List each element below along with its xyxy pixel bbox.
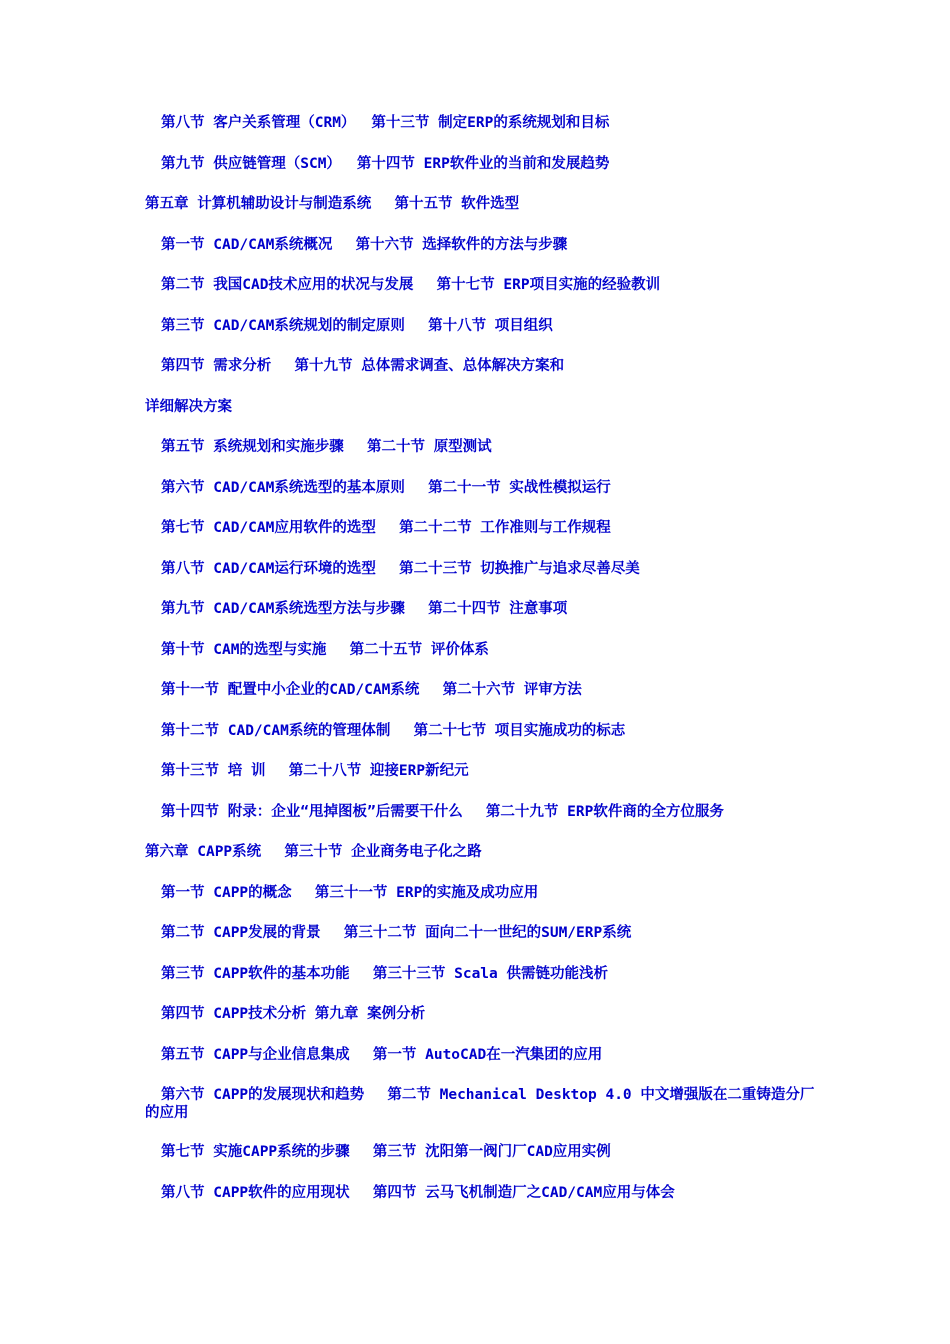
toc-line: 第八节 客户关系管理（CRM） 第十三节 制定ERP的系统规划和目标 xyxy=(161,115,610,131)
toc-line: 第五节 CAPP与企业信息集成 第一节 AutoCAD在一汽集团的应用 xyxy=(161,1046,603,1063)
toc-line: 第十四节 附录：企业“甩掉图板”后需要干什么 第二十九节 ERP软件商的全方位服务 xyxy=(161,803,724,820)
toc-line: 第四节 需求分析 第十九节 总体需求调查、总体解决方案和 xyxy=(161,358,565,374)
toc-line: 第八节 CAPP软件的应用现状 第四节 云马飞机制造厂之CAD/CAM应用与体会 xyxy=(161,1184,675,1201)
toc-line: 第七节 CAD/CAM应用软件的选型 第二十二节 工作准则与工作规程 xyxy=(161,520,611,536)
toc-line: 第二节 CAPP发展的背景 第三十二节 面向二十一世纪的SUM/ERP系统 xyxy=(161,925,632,941)
toc-line: 第八节 CAD/CAM运行环境的选型 第二十三节 切换推广与追求尽善尽美 xyxy=(161,560,640,577)
toc-line-wrapped: 第六节 CAPP的发展现状和趋势 第二节 Mechanical Desktop 4.0 中文增强版在二重铸造分厂的应用 xyxy=(145,1087,815,1121)
toc-line: 第三节 CAPP软件的基本功能 第三十三节 Scala 供需链功能浅析 xyxy=(161,965,608,982)
toc-line: 第九节 供应链管理（SCM） 第十四节 ERP软件业的当前和发展趋势 xyxy=(161,155,610,172)
toc-line: 第三节 CAD/CAM系统规划的制定原则 第十八节 项目组织 xyxy=(161,317,553,334)
toc-chapter-line: 第六章 CAPP系统 第三十节 企业商务电子化之路 xyxy=(145,844,482,860)
toc-continuation-line: 详细解决方案 xyxy=(145,398,232,415)
toc-line: 第十一节 配置中小企业的CAD/CAM系统 第二十六节 评审方法 xyxy=(161,682,582,698)
toc-line: 第四节 CAPP技术分析 第九章 案例分析 xyxy=(161,1006,426,1022)
toc-chapter-line: 第五章 计算机辅助设计与制造系统 第十五节 软件选型 xyxy=(145,196,520,212)
toc-line: 第一节 CAD/CAM系统概况 第十六节 选择软件的方法与步骤 xyxy=(161,236,568,253)
toc-line: 第十节 CAM的选型与实施 第二十五节 评价体系 xyxy=(161,641,489,658)
toc-line: 第一节 CAPP的概念 第三十一节 ERP的实施及成功应用 xyxy=(161,884,539,901)
toc-line: 第十三节 培 训 第二十八节 迎接ERP新纪元 xyxy=(161,763,469,779)
table-of-contents xyxy=(145,114,825,1224)
toc-line: 第五节 系统规划和实施步骤 第二十节 原型测试 xyxy=(161,439,492,455)
toc-line: 第九节 CAD/CAM系统选型方法与步骤 第二十四节 注意事项 xyxy=(161,601,568,617)
toc-line: 第二节 我国CAD技术应用的状况与发展 第十七节 ERP项目实施的经验教训 xyxy=(161,277,661,293)
toc-line: 第七节 实施CAPP系统的步骤 第三节 沈阳第一阀门厂CAD应用实例 xyxy=(161,1144,611,1160)
toc-line: 第六节 CAD/CAM系统选型的基本原则 第二十一节 实战性模拟运行 xyxy=(161,479,611,496)
toc-line: 第十二节 CAD/CAM系统的管理体制 第二十七节 项目实施成功的标志 xyxy=(161,722,626,739)
